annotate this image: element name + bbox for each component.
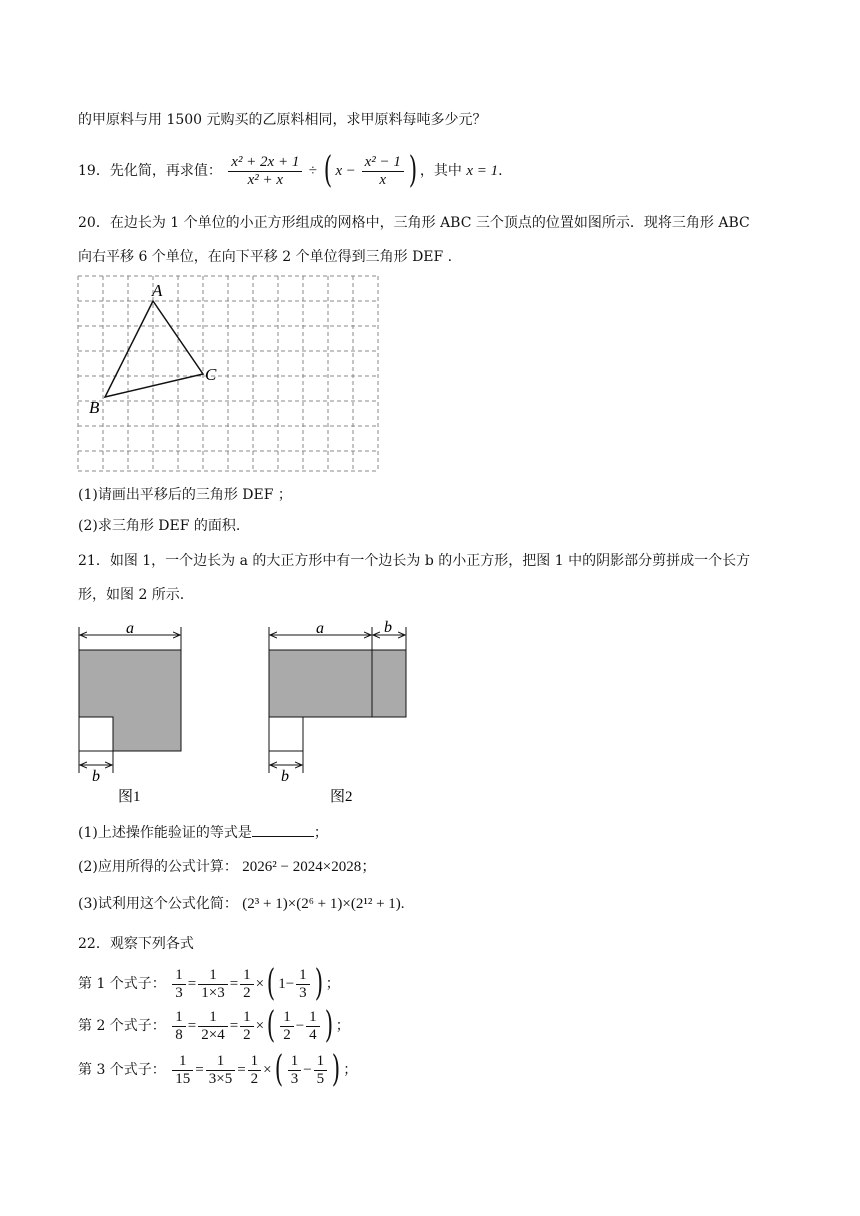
- q22-title: 22．观察下列各式: [78, 936, 194, 952]
- row2-r-den: 4: [309, 1026, 317, 1043]
- row2-label: 第 2 个式子：: [78, 1018, 166, 1034]
- q19-minus: −: [346, 163, 356, 179]
- q19-frac2-numerator: x² − 1: [362, 154, 404, 172]
- q20-line-2: 向右平移 6 个单位，在向下平移 2 个单位得到三角形 DEF .: [78, 249, 453, 265]
- row1-lparen: (: [266, 963, 276, 1004]
- row1-a-den: 3: [175, 984, 183, 1001]
- row3-b-den: 3×5: [208, 1070, 233, 1087]
- row3-times: ×: [263, 1062, 272, 1078]
- row1-eq2: =: [229, 976, 239, 992]
- row1-end: ；: [325, 976, 340, 992]
- row1-frac-b: [198, 967, 227, 1002]
- q19-frac1-numerator: x² + 2x + 1: [228, 154, 302, 172]
- row3-frac-half: [248, 1053, 262, 1088]
- q21-sub2-expression: 2026² − 2024×2028；: [242, 859, 377, 875]
- row1-b-num: 1: [198, 967, 227, 985]
- row3-lparen: (: [274, 1049, 283, 1090]
- row3-frac-a: [172, 1053, 193, 1088]
- q19-text: 先化简，再求值：: [109, 163, 222, 179]
- fig2-label-a: a: [316, 620, 324, 637]
- q22-row-2: [78, 1006, 350, 1046]
- row3-r-den: 5: [316, 1070, 325, 1087]
- row1-times: ×: [255, 976, 265, 992]
- row2-end: ；: [335, 1018, 350, 1034]
- row2-b-num: 1: [198, 1009, 227, 1027]
- q19-x: x: [335, 163, 343, 179]
- row3-half-num: 1: [248, 1053, 262, 1071]
- fig2-small-square: [269, 717, 303, 751]
- fig2-label-b-top: b: [384, 619, 392, 636]
- row2-r-num: 1: [306, 1009, 320, 1027]
- q19-right-paren: ): [408, 150, 418, 191]
- q21-sub-2: [78, 857, 376, 877]
- fig1-small-square: [79, 717, 113, 751]
- q21-line-2: 形，如图 2 所示.: [78, 587, 185, 603]
- row3-b-num: 1: [206, 1053, 235, 1071]
- label-b: B: [89, 398, 100, 417]
- q20-line-1: 20．在边长为 1 个单位的小正方形组成的网格中，三角形 ABC 三个顶点的位置如图所示．现将三角形 ABC: [78, 215, 750, 231]
- q21-sub-1: [78, 822, 328, 843]
- q19-frac2-denominator: x: [379, 171, 387, 188]
- q19-fraction-2: [362, 154, 404, 189]
- q21-sub3-expression: (2³ + 1)×(2⁶ + 1)×(2¹² + 1).: [242, 896, 405, 912]
- q19-frac1-denominator: x² + x: [247, 171, 284, 188]
- row2-frac-p: [280, 1009, 294, 1044]
- q19-tail: ，其中: [419, 163, 462, 179]
- label-a: A: [152, 281, 163, 300]
- figure-2: [269, 619, 406, 805]
- fig1-label-a: a: [126, 620, 134, 637]
- q19-number: 19．: [78, 163, 110, 179]
- row2-half-num: 1: [240, 1009, 254, 1027]
- row1-p-den: 3: [299, 984, 307, 1001]
- row2-frac-half: [240, 1009, 254, 1044]
- q21-sub2-text: (2)应用所得的公式计算：: [78, 859, 238, 875]
- row3-a-den: 15: [175, 1070, 191, 1087]
- row2-eq1: =: [187, 1018, 197, 1034]
- row1-frac-p: [296, 967, 310, 1002]
- q19-end: .: [498, 163, 503, 179]
- triangle-abc: [105, 301, 203, 397]
- q22-row-1: [78, 964, 340, 1004]
- row3-eq1: =: [195, 1062, 204, 1078]
- row2-half-den: 2: [243, 1026, 251, 1043]
- row2-rparen: ): [324, 1005, 333, 1046]
- row3-frac-r: [314, 1053, 328, 1088]
- row2-a-num: 1: [172, 1009, 186, 1027]
- row2-b-den: 2×4: [201, 1026, 225, 1043]
- fig1-label-b: b: [92, 768, 100, 785]
- continuation-text: 的甲原料与用 1500 元购买的乙原料相同，求甲原料每吨多少元？: [78, 112, 487, 128]
- row1-half-num: 1: [240, 967, 254, 985]
- q19-condition: x = 1: [466, 163, 499, 179]
- q21-line-1: 21．如图 1，一个边长为 a 的大正方形中有一个边长为 b 的小正方形，把图 1 中的阴影部分剪拼成一个长方: [78, 553, 751, 569]
- row2-lparen: (: [266, 1005, 276, 1046]
- row3-r-num: 1: [314, 1053, 328, 1071]
- row3-frac-p: [288, 1053, 302, 1088]
- row2-eq2: =: [229, 1018, 239, 1034]
- row1-frac-half: [240, 967, 254, 1002]
- row2-times: ×: [255, 1018, 265, 1034]
- fig2-caption: 图2: [330, 789, 353, 805]
- row2-frac-b: [198, 1009, 227, 1044]
- row3-eq2: =: [237, 1062, 246, 1078]
- row2-frac-r: [306, 1009, 320, 1044]
- row1-a-num: 1: [172, 967, 186, 985]
- row1-eq1: =: [187, 976, 197, 992]
- row1-label: 第 1 个式子：: [78, 976, 166, 992]
- grid-lines: [78, 276, 378, 471]
- row1-inner-pre: 1−: [278, 976, 295, 992]
- label-c: C: [205, 365, 217, 384]
- q19-fraction-1: [228, 154, 302, 189]
- row1-frac-a: [172, 967, 186, 1002]
- row3-p-den: 3: [290, 1070, 299, 1087]
- fig2-label-b: b: [281, 768, 289, 785]
- q21-figures: [70, 615, 420, 810]
- row3-p-num: 1: [288, 1053, 302, 1071]
- row1-rparen: ): [314, 963, 323, 1004]
- row3-frac-b: [206, 1053, 235, 1088]
- row2-frac-a: [172, 1009, 186, 1044]
- answer-blank[interactable]: [252, 822, 314, 837]
- row3-half-den: 2: [250, 1070, 259, 1087]
- row2-p-den: 2: [283, 1026, 291, 1043]
- q19-left-paren: (: [324, 150, 333, 191]
- row3-a-num: 1: [172, 1053, 193, 1071]
- figure-1: [79, 620, 181, 805]
- q21-sub3-text: (3)试利用这个公式化简：: [78, 896, 238, 912]
- row2-a-den: 8: [175, 1026, 183, 1043]
- q20-sub-1: (1)请画出平移后的三角形 DEF ；: [78, 487, 292, 503]
- row2-p-num: 1: [280, 1009, 294, 1027]
- row3-end: ；: [343, 1062, 358, 1078]
- row3-label: 第 3 个式子：: [78, 1062, 166, 1078]
- row2-minus: −: [295, 1018, 305, 1034]
- q20-grid-figure: [70, 268, 390, 478]
- q21-sub-3: [78, 894, 405, 914]
- row3-minus: −: [303, 1062, 312, 1078]
- q21-sub1-end: ；: [313, 825, 328, 841]
- row1-b-den: 1×3: [201, 984, 225, 1001]
- fig2-shaded-rectangle: [269, 650, 406, 717]
- fig1-caption: 图1: [118, 789, 141, 805]
- q20-sub-2: (2)求三角形 DEF 的面积.: [78, 518, 241, 534]
- q19-divide: ÷: [308, 163, 318, 179]
- row3-rparen: ): [331, 1049, 341, 1090]
- question-19: [78, 152, 503, 190]
- q22-row-3: [78, 1050, 357, 1090]
- q21-sub1-text: (1)上述操作能验证的等式是: [78, 825, 252, 841]
- row1-half-den: 2: [243, 984, 251, 1001]
- row1-p-num: 1: [296, 967, 310, 985]
